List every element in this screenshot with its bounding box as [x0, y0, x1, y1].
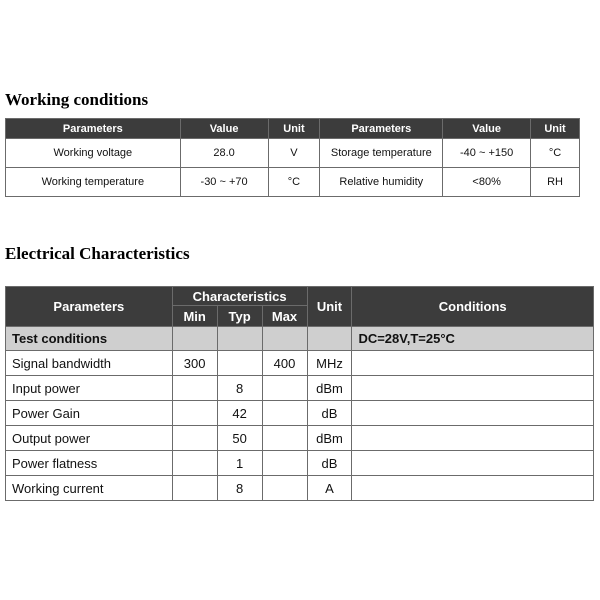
- table-row: [6, 139, 580, 168]
- unit-header: Unit: [307, 287, 352, 327]
- working-conditions-table: [5, 118, 580, 197]
- table-header-row: [6, 119, 580, 139]
- table-cell: [352, 401, 594, 426]
- table-cell: [352, 426, 594, 451]
- table-cell: Storage temperature: [320, 139, 443, 168]
- test-conditions-row: [6, 327, 594, 351]
- table-cell: dBm: [307, 426, 352, 451]
- table-cell: [262, 451, 307, 476]
- table-cell: <80%: [443, 168, 531, 197]
- table-cell: 42: [217, 401, 262, 426]
- table-cell: Signal bandwidth: [6, 351, 173, 376]
- conditions-header: Conditions: [352, 287, 594, 327]
- table-row: [6, 426, 594, 451]
- table-cell: Working current: [6, 476, 173, 501]
- table-cell: [172, 426, 217, 451]
- test-conditions-label: Test conditions: [6, 327, 173, 351]
- table-cell: RH: [531, 168, 580, 197]
- table-header-row: [6, 287, 594, 306]
- table-cell: 50: [217, 426, 262, 451]
- table-cell: °C: [268, 168, 320, 197]
- table-cell: Power Gain: [6, 401, 173, 426]
- table-row: [6, 376, 594, 401]
- typ-header: Typ: [217, 306, 262, 327]
- parameters-header: Parameters: [6, 287, 173, 327]
- table-cell: Power flatness: [6, 451, 173, 476]
- table-cell: Working temperature: [6, 168, 181, 197]
- column-header: Unit: [268, 119, 320, 139]
- table-cell: [262, 476, 307, 501]
- table-cell: 300: [172, 351, 217, 376]
- column-header: Unit: [531, 119, 580, 139]
- table-cell: [352, 351, 594, 376]
- table-cell: dB: [307, 451, 352, 476]
- test-conditions-value: DC=28V,T=25°C: [352, 327, 594, 351]
- table-cell: Input power: [6, 376, 173, 401]
- column-header: Value: [180, 119, 268, 139]
- table-cell: [262, 426, 307, 451]
- electrical-characteristics-table: [5, 286, 594, 501]
- table-cell: Working voltage: [6, 139, 181, 168]
- table-cell: [217, 327, 262, 351]
- table-cell: MHz: [307, 351, 352, 376]
- table-cell: Output power: [6, 426, 173, 451]
- table-cell: 400: [262, 351, 307, 376]
- table-cell: °C: [531, 139, 580, 168]
- column-header: Parameters: [6, 119, 181, 139]
- table-cell: A: [307, 476, 352, 501]
- table-cell: [262, 401, 307, 426]
- table-cell: V: [268, 139, 320, 168]
- column-header: Value: [443, 119, 531, 139]
- table-cell: [262, 376, 307, 401]
- column-header: Parameters: [320, 119, 443, 139]
- table-cell: [172, 451, 217, 476]
- table-cell: [172, 401, 217, 426]
- table-cell: [172, 476, 217, 501]
- table-cell: dBm: [307, 376, 352, 401]
- table-cell: -40 ~ +150: [443, 139, 531, 168]
- table-cell: [352, 476, 594, 501]
- electrical-characteristics-title: Electrical Characteristics: [5, 244, 190, 263]
- table-cell: [172, 376, 217, 401]
- max-header: Max: [262, 306, 307, 327]
- table-row: [6, 351, 594, 376]
- table-cell: 8: [217, 476, 262, 501]
- table-cell: dB: [307, 401, 352, 426]
- characteristics-header: Characteristics: [172, 287, 307, 306]
- table-cell: 1: [217, 451, 262, 476]
- table-row: [6, 401, 594, 426]
- table-row: [6, 451, 594, 476]
- table-cell: [217, 351, 262, 376]
- table-cell: [352, 376, 594, 401]
- table-cell: [307, 327, 352, 351]
- table-cell: Relative humidity: [320, 168, 443, 197]
- table-row: [6, 168, 580, 197]
- table-cell: [172, 327, 217, 351]
- table-cell: -30 ~ +70: [180, 168, 268, 197]
- table-cell: 28.0: [180, 139, 268, 168]
- table-cell: 8: [217, 376, 262, 401]
- table-cell: [352, 451, 594, 476]
- table-cell: [262, 327, 307, 351]
- table-row: [6, 476, 594, 501]
- working-conditions-title: Working conditions: [5, 90, 149, 109]
- min-header: Min: [172, 306, 217, 327]
